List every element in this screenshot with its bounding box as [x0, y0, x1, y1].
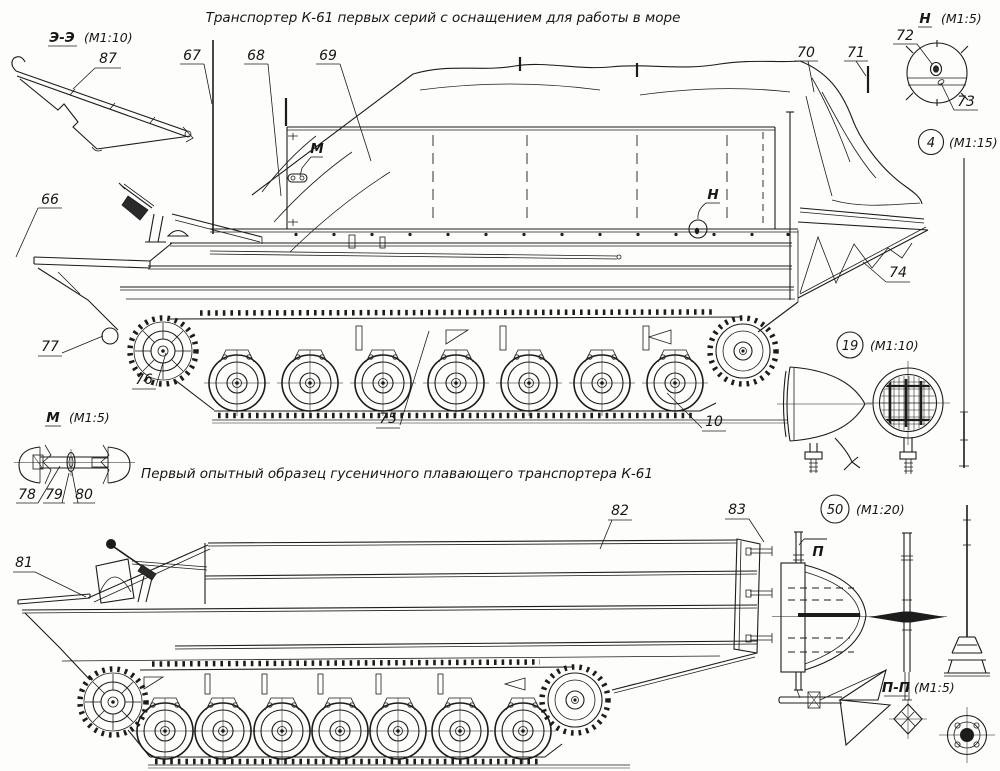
callout-72: 72	[896, 28, 914, 44]
view-50-number: 50	[826, 503, 844, 518]
callout-68: 68	[247, 48, 265, 64]
callout-78: 78	[18, 487, 36, 503]
detail-view-m-cleat	[14, 410, 135, 503]
title-bottom: Первый опытный образец гусеничного плавающего транспортера К-61	[141, 466, 653, 482]
view-4-scale: (М1:15)	[949, 135, 998, 150]
callout-79: 79	[45, 487, 63, 503]
callout-67: 67	[183, 48, 201, 64]
machine-gun-mount	[119, 183, 262, 244]
view-pp-scale: (М1:5)	[914, 680, 955, 695]
road-wheel	[132, 698, 198, 764]
view-50-scale: (М1:20)	[856, 502, 905, 517]
idler-wheel	[80, 669, 146, 735]
road-wheel	[569, 350, 635, 416]
bow-bumper	[102, 328, 118, 344]
bottom-vehicle-callouts	[13, 502, 764, 597]
road-wheel	[496, 350, 562, 416]
callout-74: 74	[889, 265, 907, 281]
view-pp-label: П-П	[881, 680, 911, 696]
title-top: Транспортер К-61 первых серий с оснащением для работы в море	[205, 10, 681, 26]
callout-76: 76	[135, 372, 153, 388]
callout-82: 82	[611, 503, 629, 519]
callout-80: 80	[75, 487, 93, 503]
rudder-front-view	[869, 533, 945, 700]
road-wheel	[204, 350, 270, 416]
callout-71: 71	[847, 45, 865, 61]
road-wheel	[190, 698, 256, 764]
top-running-gear	[130, 312, 788, 423]
view-m-label: М	[46, 410, 60, 426]
view-ee-label: Э-Э	[49, 30, 75, 46]
bottom-running-gear	[80, 662, 630, 768]
view-19-number: 19	[841, 339, 859, 354]
view-ee-scale: (М1:10)	[84, 30, 133, 45]
panel-fastener-dots	[294, 233, 789, 236]
road-wheel	[642, 350, 708, 416]
view-4-number: 4	[926, 136, 936, 151]
callout-10: 10	[705, 414, 723, 430]
callout-75: 75	[379, 411, 397, 427]
road-wheel	[427, 698, 493, 764]
callout-70: 70	[797, 45, 815, 61]
detail-view-19-headlight	[777, 332, 950, 474]
view-19-scale: (М1:10)	[870, 338, 919, 353]
antenna-base-top-view	[939, 707, 995, 763]
view-h-label: Н	[919, 11, 931, 27]
top-vehicle-drawing	[16, 40, 928, 431]
callout-87: 87	[99, 51, 117, 67]
drive-sprocket	[710, 318, 776, 384]
ref-label-m: М	[310, 141, 324, 157]
callout-66: 66	[41, 192, 59, 208]
road-wheel	[249, 698, 315, 764]
road-wheel	[365, 698, 431, 764]
callout-73: 73	[957, 94, 975, 110]
callout-83: 83	[728, 502, 746, 518]
road-wheel	[490, 698, 556, 764]
drive-sprocket	[542, 667, 608, 733]
detail-view-ee-boom	[12, 30, 193, 151]
road-wheel	[307, 698, 373, 764]
view-m-scale: (М1:5)	[69, 410, 110, 425]
detail-view-h-fitting	[893, 11, 982, 110]
road-wheel	[277, 350, 343, 416]
detail-view-50-rudder	[772, 495, 995, 763]
stern-truss-ramp	[798, 222, 928, 298]
pp-section-diamond	[889, 699, 927, 739]
ref-label-h: Н	[707, 187, 719, 203]
callout-69: 69	[319, 48, 337, 64]
road-wheel	[423, 350, 489, 416]
section-arrow-p: П	[812, 544, 824, 560]
view-h-scale: (М1:5)	[941, 11, 982, 26]
antenna-base-side-view	[944, 505, 990, 676]
bottom-vehicle-drawing	[13, 502, 772, 768]
callout-81: 81	[15, 555, 33, 571]
callout-77: 77	[41, 339, 59, 355]
